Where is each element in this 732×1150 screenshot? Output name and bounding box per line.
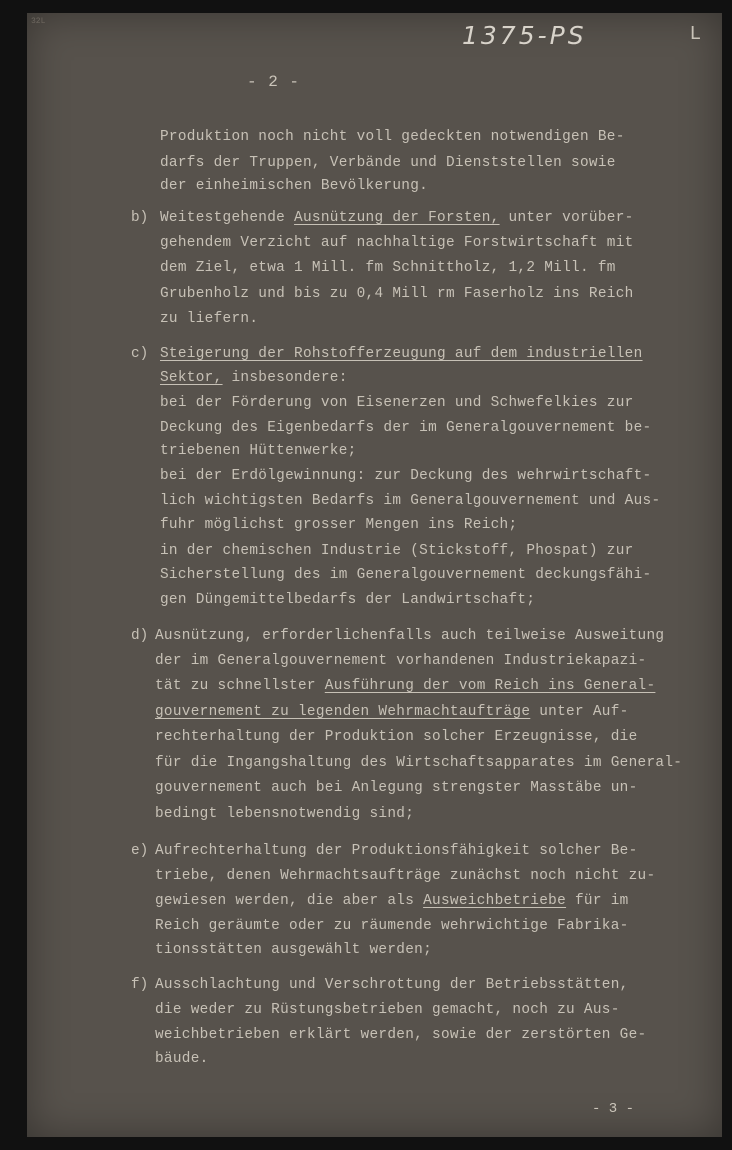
corner-mark: L [690, 23, 701, 44]
item-line: Sektor, insbesondere: [160, 370, 348, 386]
item-line: Weitestgehende Ausnützung der Forsten, unter vorüber- [160, 210, 634, 226]
item-line: Grubenholz und bis zu 0,4 Mill rm Faserholz ins Reich [160, 286, 634, 302]
item-line: tionsstätten ausgewählt werden; [155, 942, 433, 958]
item-label: e) [131, 843, 149, 859]
item-line: lich wichtigsten Bedarfs im Generalgouvernement und Aus- [160, 493, 661, 509]
item-line: bäude. [155, 1051, 209, 1067]
item-line: der im Generalgouvernement vorhandenen Industriekapazi- [155, 653, 647, 669]
item-line: Aufrechterhaltung der Produktionsfähigkeit solcher Be- [155, 843, 638, 859]
next-page-number: - 3 - [592, 1101, 635, 1117]
item-label: c) [131, 346, 149, 362]
item-line: fuhr möglichst grosser Mengen ins Reich; [160, 517, 518, 533]
item-line: triebenen Hüttenwerke; [160, 443, 357, 459]
item-line: Ausschlachtung und Verschrottung der Betriebsstätten, [155, 977, 629, 993]
item-line: in der chemischen Industrie (Stickstoff, Phospat) zur [160, 543, 634, 559]
intro-line: darfs der Truppen, Verbände und Dienststellen sowie [160, 155, 616, 171]
item-line: gehendem Verzicht auf nachhaltige Forstwirtschaft mit [160, 235, 634, 251]
item-line: gen Düngemittelbedarfs der Landwirtschaft; [160, 592, 536, 608]
archive-mark: 32L [31, 17, 46, 26]
item-line: die weder zu Rüstungsbetrieben gemacht, noch zu Aus- [155, 1002, 620, 1018]
item-label: f) [131, 977, 149, 993]
item-line: gouvernement zu legenden Wehrmachtaufträge unter Auf- [155, 704, 629, 720]
item-line: triebe, denen Wehrmachtsaufträge zunächst noch nicht zu- [155, 868, 656, 884]
item-line: Deckung des Eigenbedarfs der im Generalgouvernement be- [160, 420, 652, 436]
item-line: tät zu schnellster Ausführung der vom Reich ins General- [155, 678, 656, 694]
item-line: bei der Erdölgewinnung: zur Deckung des wehrwirtschaft- [160, 468, 652, 484]
item-line: zu liefern. [160, 311, 259, 327]
page-number: - 2 - [247, 73, 301, 91]
item-line: Steigerung der Rohstofferzeugung auf dem industriellen [160, 346, 643, 362]
item-label: b) [131, 210, 149, 226]
item-line: gewiesen werden, die aber als Ausweichbetriebe für im [155, 893, 629, 909]
item-line: Ausnützung, erforderlichenfalls auch teilweise Ausweitung [155, 628, 665, 644]
intro-line: Produktion noch nicht voll gedeckten notwendigen Be- [160, 129, 625, 145]
item-line: dem Ziel, etwa 1 Mill. fm Schnittholz, 1,2 Mill. fm [160, 260, 616, 276]
item-line: für die Ingangshaltung des Wirtschaftsapparates im General- [155, 755, 683, 771]
handwritten-reference: 1375-PS [462, 21, 587, 50]
item-line: weichbetrieben erklärt werden, sowie der zerstörten Ge- [155, 1027, 647, 1043]
item-line: rechterhaltung der Produktion solcher Erzeugnisse, die [155, 729, 638, 745]
intro-line: der einheimischen Bevölkerung. [160, 178, 429, 194]
document-page [27, 13, 722, 1137]
item-line: bei der Förderung von Eisenerzen und Schwefelkies zur [160, 395, 634, 411]
item-line: Reich geräumte oder zu räumende wehrwichtige Fabrika- [155, 918, 629, 934]
item-line: gouvernement auch bei Anlegung strengster Masstäbe un- [155, 780, 638, 796]
item-label: d) [131, 628, 149, 644]
item-line: Sicherstellung des im Generalgouvernement deckungsfähi- [160, 567, 652, 583]
item-line: bedingt lebensnotwendig sind; [155, 806, 415, 822]
